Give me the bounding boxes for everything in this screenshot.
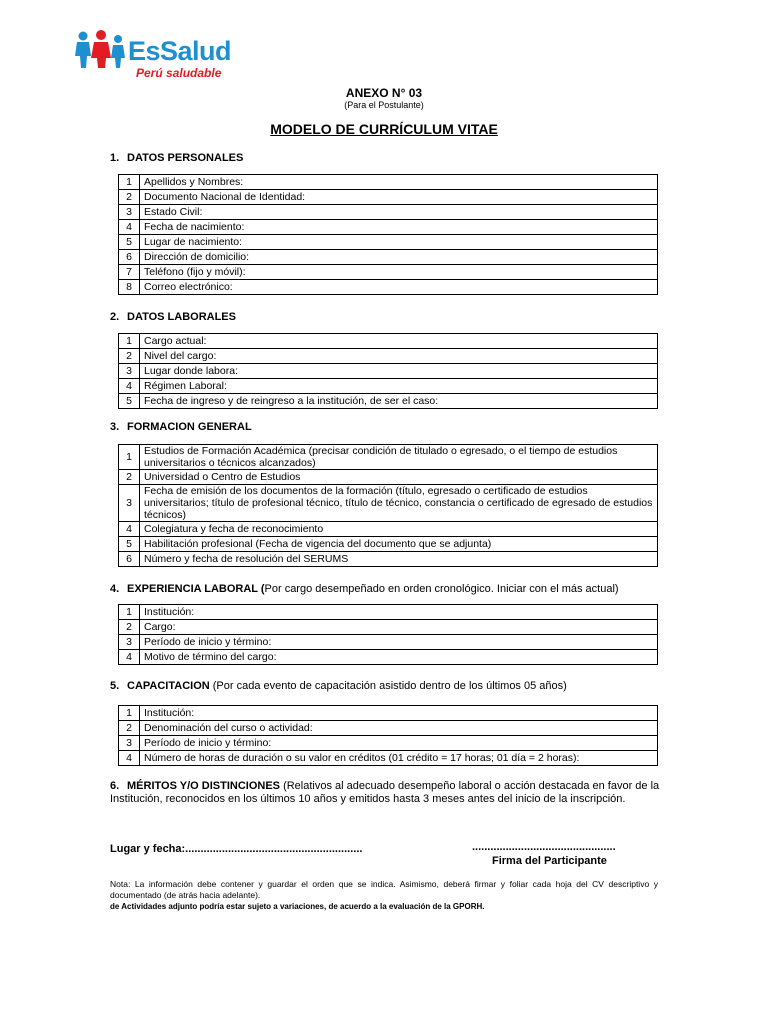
section-number: 1. (110, 152, 120, 164)
table-row (119, 537, 658, 552)
table-row (119, 736, 658, 751)
footer-note-secondary: de Actividades adjunto podría estar sujeto a variaciones, de acuerdo a la evaluación de la GPORH. (110, 902, 485, 911)
row-number: 8 (119, 280, 140, 295)
table-row (119, 250, 658, 265)
table-row (119, 364, 658, 379)
datos-laborales-table (118, 333, 658, 409)
footer-note: Nota: La información debe contener y guardar el orden que se indica. Asimismo, deberá firmar y foliar cada hoja del CV descriptivo y documentado (de atrás hacia adelante). (110, 879, 658, 900)
table-row (119, 190, 658, 205)
section-heading-datos-laborales (110, 311, 236, 323)
anexo-label: ANEXO N° 03 (345, 86, 423, 100)
table-row (119, 349, 658, 364)
section-number: 5. (110, 680, 120, 692)
table-row (119, 751, 658, 766)
page-title: MODELO DE CURRÍCULUM VITAE (270, 121, 498, 137)
row-field[interactable]: Período de inicio y término: (140, 736, 658, 751)
row-number: 5 (119, 537, 140, 552)
family-figures-icon (74, 30, 128, 70)
table-row (119, 706, 658, 721)
row-number: 2 (119, 190, 140, 205)
section-number: 4. (110, 583, 120, 595)
essalud-logo (74, 28, 244, 84)
row-number: 2 (119, 349, 140, 364)
row-number: 4 (119, 650, 140, 665)
row-field[interactable]: Fecha de emisión de los documentos de la formación (título, egresado o certificado de estudios universitarios; título de profesional técnico, título de técnico, constancia o certificado de egresado de estudios técnicos) (140, 485, 658, 522)
lugar-fecha-line[interactable]: Lugar y fecha:.......................................................... (110, 843, 363, 855)
row-number: 2 (119, 470, 140, 485)
table-row (119, 721, 658, 736)
row-number: 1 (119, 175, 140, 190)
table-row (119, 552, 658, 567)
row-field[interactable]: Habilitación profesional (Fecha de vigencia del documento que se adjunta) (140, 537, 658, 552)
row-field[interactable]: Documento Nacional de Identidad: (140, 190, 658, 205)
table-row (119, 280, 658, 295)
row-number: 5 (119, 235, 140, 250)
section-heading-experiencia-laboral (110, 583, 619, 595)
signature-line[interactable]: ............................................... (472, 841, 616, 853)
formacion-general-table (118, 444, 658, 567)
table-row (119, 235, 658, 250)
capacitacion-table (118, 705, 658, 766)
section-number: 3. (110, 421, 120, 433)
section-heading-formacion-general (110, 421, 252, 433)
row-number: 4 (119, 522, 140, 537)
experiencia-laboral-table (118, 604, 658, 665)
row-number: 3 (119, 736, 140, 751)
row-field[interactable]: Lugar de nacimiento: (140, 235, 658, 250)
section-note: Por cargo desempeñado en orden cronológico. Iniciar con el más actual) (264, 583, 619, 595)
section-note: (Relativos al adecuado desempeño laboral o acción destacada en favor de la Institución, reconocidos en los últimos 10 años y emitidos hasta 3 meses antes del inicio de la inscripción. (110, 780, 660, 805)
row-field[interactable]: Período de inicio y término: (140, 635, 658, 650)
row-field[interactable]: Régimen Laboral: (140, 379, 658, 394)
row-field[interactable]: Cargo: (140, 620, 658, 635)
table-row (119, 265, 658, 280)
section-number: 2. (110, 311, 120, 323)
section-title: DATOS PERSONALES (127, 152, 244, 164)
row-field[interactable]: Institución: (140, 706, 658, 721)
table-row (119, 334, 658, 349)
section-note: (Por cada evento de capacitación asistido dentro de los últimos 05 años) (209, 680, 567, 692)
row-field[interactable]: Correo electrónico: (140, 280, 658, 295)
table-row (119, 635, 658, 650)
section-title: EXPERIENCIA LABORAL ( (127, 583, 265, 595)
logo-tagline: Perú saludable (136, 66, 222, 80)
anexo-subtitle: (Para el Postulante) (344, 100, 424, 110)
row-number: 4 (119, 751, 140, 766)
section-heading-capacitacion (110, 680, 567, 692)
row-field[interactable]: Apellidos y Nombres: (140, 175, 658, 190)
row-number: 3 (119, 364, 140, 379)
row-number: 1 (119, 445, 140, 470)
row-field[interactable]: Número de horas de duración o su valor en créditos (01 crédito = 17 horas; 01 día = 2 horas): (140, 751, 658, 766)
row-field[interactable]: Universidad o Centro de Estudios (140, 470, 658, 485)
table-row (119, 650, 658, 665)
row-number: 1 (119, 605, 140, 620)
row-field[interactable]: Motivo de término del cargo: (140, 650, 658, 665)
table-row (119, 620, 658, 635)
row-field[interactable]: Dirección de domicilio: (140, 250, 658, 265)
row-field[interactable]: Estado Civil: (140, 205, 658, 220)
row-number: 3 (119, 635, 140, 650)
row-field[interactable]: Fecha de ingreso y de reingreso a la institución, de ser el caso: (140, 394, 658, 409)
row-number: 5 (119, 394, 140, 409)
table-row (119, 220, 658, 235)
row-field[interactable]: Lugar donde labora: (140, 364, 658, 379)
row-number: 1 (119, 706, 140, 721)
section-number: 6. (110, 780, 120, 792)
table-row (119, 470, 658, 485)
row-number: 1 (119, 334, 140, 349)
section-title: DATOS LABORALES (127, 311, 236, 323)
row-number: 3 (119, 205, 140, 220)
table-row (119, 522, 658, 537)
row-field[interactable]: Número y fecha de resolución del SERUMS (140, 552, 658, 567)
row-number: 7 (119, 265, 140, 280)
row-number: 6 (119, 552, 140, 567)
table-row (119, 205, 658, 220)
table-row (119, 175, 658, 190)
row-field[interactable]: Nivel del cargo: (140, 349, 658, 364)
row-number: 2 (119, 721, 140, 736)
row-field[interactable]: Denominación del curso o actividad: (140, 721, 658, 736)
row-field[interactable]: Institución: (140, 605, 658, 620)
row-number: 6 (119, 250, 140, 265)
section-title: CAPACITACION (127, 680, 210, 692)
section-meritos-distinciones (110, 780, 670, 806)
section-heading-datos-personales (110, 152, 243, 164)
row-number: 3 (119, 485, 140, 522)
row-field[interactable]: Teléfono (fijo y móvil): (140, 265, 658, 280)
section-title: MÉRITOS Y/O DISTINCIONES (127, 780, 281, 792)
section-title: FORMACION GENERAL (127, 421, 252, 433)
row-number: 4 (119, 220, 140, 235)
row-field[interactable]: Cargo actual: (140, 334, 658, 349)
datos-personales-table (118, 174, 658, 295)
row-field[interactable]: Estudios de Formación Académica (precisar condición de titulado o egresado, o el tiempo de estudios universitarios o técnicos alcanzados) (140, 445, 658, 470)
table-row (119, 379, 658, 394)
table-row (119, 485, 658, 522)
row-field[interactable]: Fecha de nacimiento: (140, 220, 658, 235)
row-number: 4 (119, 379, 140, 394)
table-row (119, 394, 658, 409)
table-row (119, 605, 658, 620)
row-number: 2 (119, 620, 140, 635)
signature-label: Firma del Participante (492, 855, 607, 867)
table-row (119, 445, 658, 470)
logo-name: EsSalud (128, 36, 232, 66)
row-field[interactable]: Colegiatura y fecha de reconocimiento (140, 522, 658, 537)
